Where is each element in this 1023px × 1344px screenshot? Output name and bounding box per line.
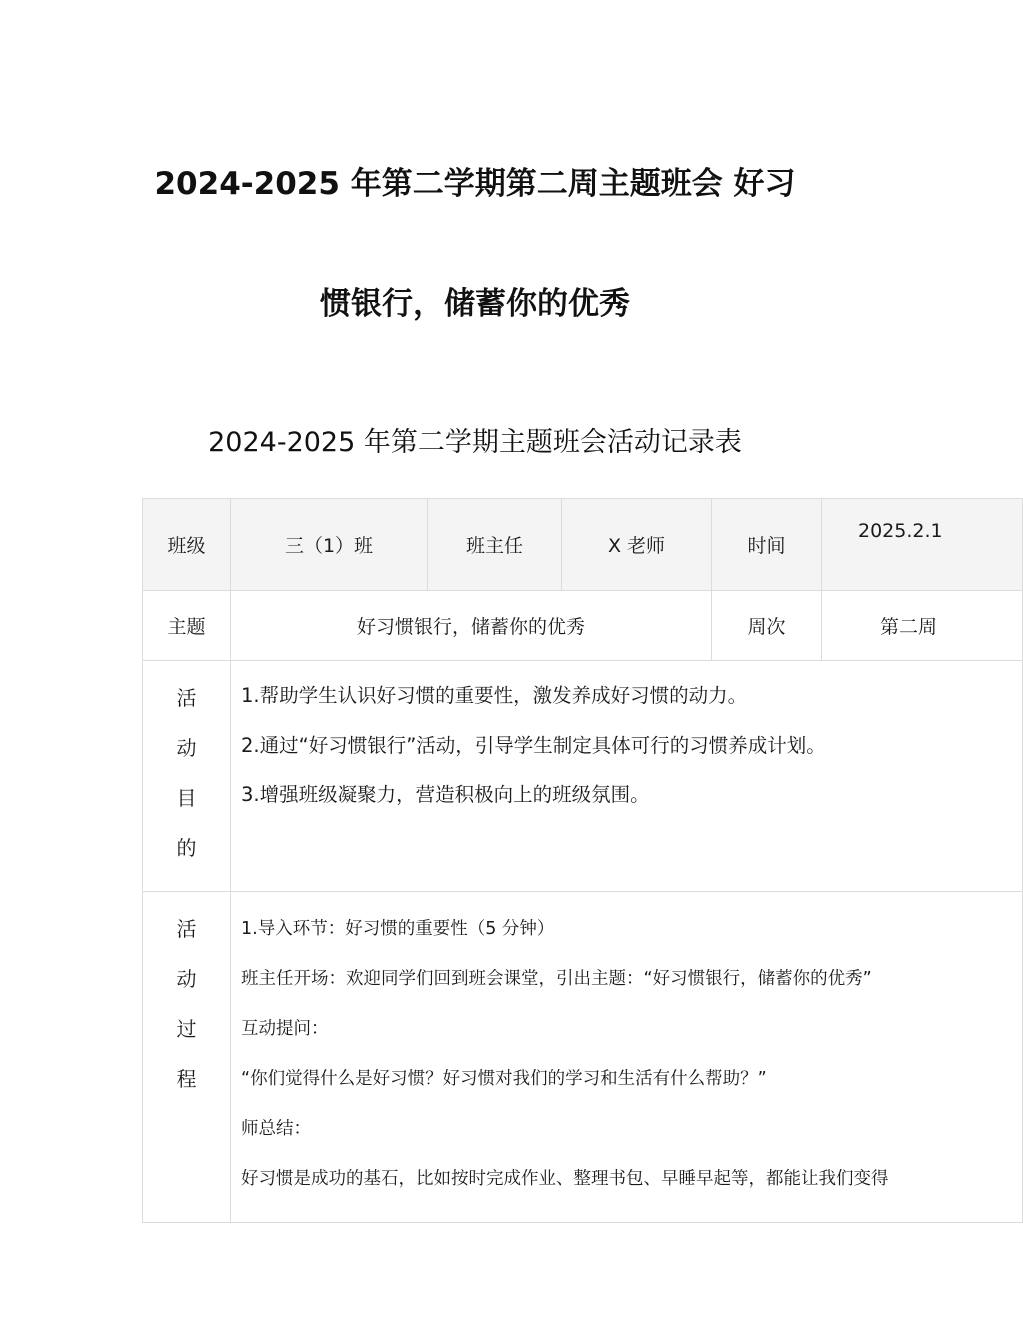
activity-record-table [142, 498, 950, 1189]
week-value: 第二周 [822, 591, 1023, 661]
goals-label-char: 动 [176, 736, 197, 760]
teacher-label: 班主任 [428, 499, 562, 591]
process-line: 师总结： [241, 1119, 311, 1139]
class-value: 三（1）班 [231, 499, 428, 591]
process-line: 好习惯是成功的基石，比如按时完成作业、整理书包、早睡早起等，都能让我们变得 [241, 1169, 889, 1189]
table-row-theme [143, 591, 1023, 661]
goals-label-char: 的 [176, 836, 197, 860]
process-label-char: 活 [176, 917, 197, 941]
time-label: 时间 [712, 499, 822, 591]
table-row-process [143, 892, 1023, 1223]
process-label [143, 892, 231, 1223]
table-heading: 2024-2025 年第二学期主题班会活动记录表 [208, 427, 742, 458]
goals-content [231, 661, 1023, 892]
theme-label: 主题 [143, 591, 231, 661]
document-title-line-1: 2024-2025 年第二学期第二周主题班会 好习 [154, 166, 796, 202]
process-label-char: 过 [176, 1017, 197, 1041]
goal-item: 1.帮助学生认识好习惯的重要性，激发养成好习惯的动力。 [241, 684, 748, 707]
goal-item: 3.增强班级凝聚力，营造积极向上的班级氛围。 [241, 783, 650, 806]
theme-value: 好习惯银行，储蓄你的优秀 [231, 591, 712, 661]
table-row-goals [143, 661, 1023, 892]
class-label: 班级 [143, 499, 231, 591]
process-content [231, 892, 1023, 1223]
process-label-char: 动 [176, 967, 197, 991]
process-label-char: 程 [176, 1067, 197, 1091]
teacher-value: X 老师 [562, 499, 712, 591]
process-line: 班主任开场：欢迎同学们回到班会课堂，引出主题：“好习惯银行，储蓄你的优秀” [241, 969, 872, 989]
process-line: 互动提问： [241, 1019, 329, 1039]
document-title-line-2: 惯银行，储蓄你的优秀 [320, 286, 630, 322]
table-row-info [143, 499, 1023, 591]
goals-label-char: 活 [176, 686, 197, 710]
process-line: 1.导入环节：好习惯的重要性（5 分钟） [241, 919, 555, 939]
goals-label-char: 目 [176, 786, 197, 810]
week-label: 周次 [712, 591, 822, 661]
goals-label [143, 661, 231, 892]
goal-item: 2.通过“好习惯银行”活动，引导学生制定具体可行的习惯养成计划。 [241, 733, 826, 757]
time-value: 2025.2.1 [822, 499, 1023, 591]
process-line: “你们觉得什么是好习惯？好习惯对我们的学习和生活有什么帮助？” [241, 1069, 767, 1089]
